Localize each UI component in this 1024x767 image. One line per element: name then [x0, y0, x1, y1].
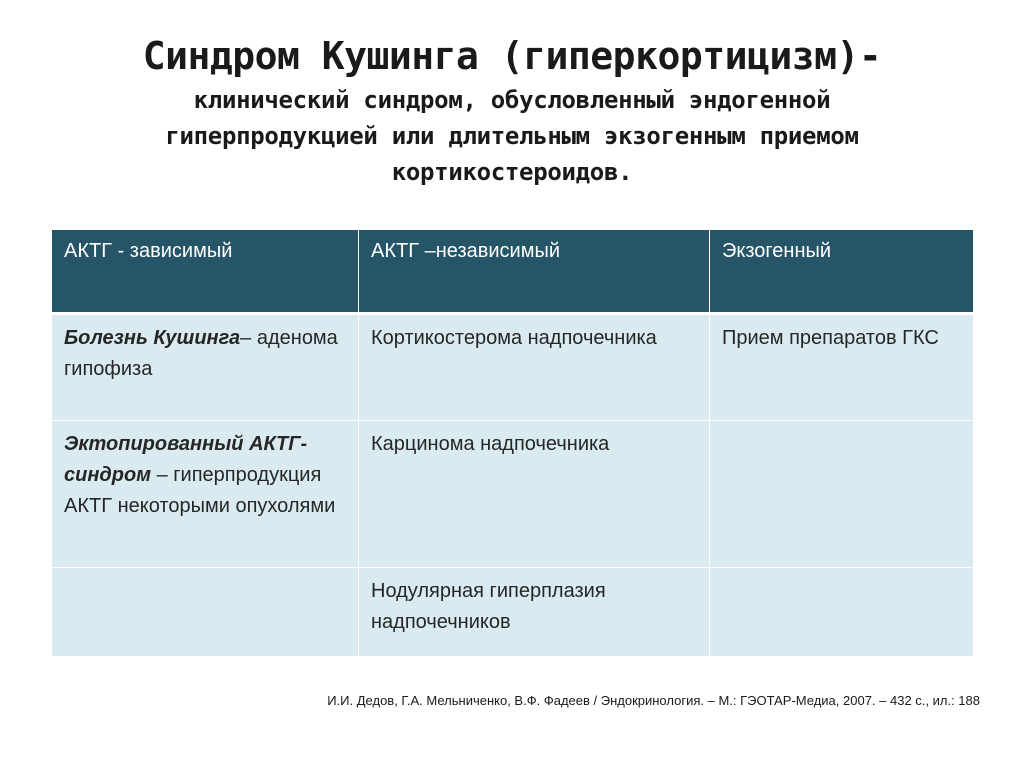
- header-acth-dependent: АКТГ - зависимый: [52, 230, 359, 314]
- slide-subtitle-line-2: гиперпродукцией или длительным экзогенным приемом: [165, 122, 859, 150]
- table-cell: Прием препаратов ГКС: [710, 314, 974, 421]
- slide-title: Синдром Кушинга (гиперкортицизм)-: [142, 34, 882, 78]
- table-row: [52, 421, 974, 568]
- table-row: [52, 568, 974, 657]
- title-block: [40, 30, 984, 190]
- cell-text: – аденома гипофиза: [64, 327, 338, 380]
- cell-text: – гиперпродукция АКТГ некоторыми опухолями: [64, 464, 336, 517]
- table-cell: [52, 568, 359, 657]
- classification-table-wrap: [51, 229, 973, 657]
- table-cell: [710, 421, 974, 568]
- classification-table: [51, 229, 974, 657]
- table-cell: Кортикостерома надпочечника: [359, 314, 710, 421]
- slide-subtitle-line-3: кортикостероидов.: [391, 158, 633, 186]
- table-header-row: [52, 230, 974, 314]
- table-cell: [710, 568, 974, 657]
- footnote-citation: И.И. Дедов, Г.А. Мельниченко, В.Ф. Фадеев / Эндокринология. – М.: ГЭОТАР-Медиа, 2007. – 432 с., ил.: 188: [327, 693, 980, 708]
- header-acth-independent: АКТГ –независимый: [359, 230, 710, 314]
- header-exogenous: Экзогенный: [710, 230, 974, 314]
- cell-term: Эктопированный АКТГ-синдром: [64, 433, 308, 486]
- table-cell: Карцинома надпочечника: [359, 421, 710, 568]
- cell-term: Болезнь Кушинга: [64, 327, 241, 349]
- table-cell: [52, 421, 359, 568]
- table-cell: [52, 314, 359, 421]
- slide-subtitle-line-1: клинический синдром, обусловленный эндогенной: [193, 86, 831, 114]
- table-cell: Нодулярная гиперплазия надпочечников: [359, 568, 710, 657]
- table-row: [52, 314, 974, 421]
